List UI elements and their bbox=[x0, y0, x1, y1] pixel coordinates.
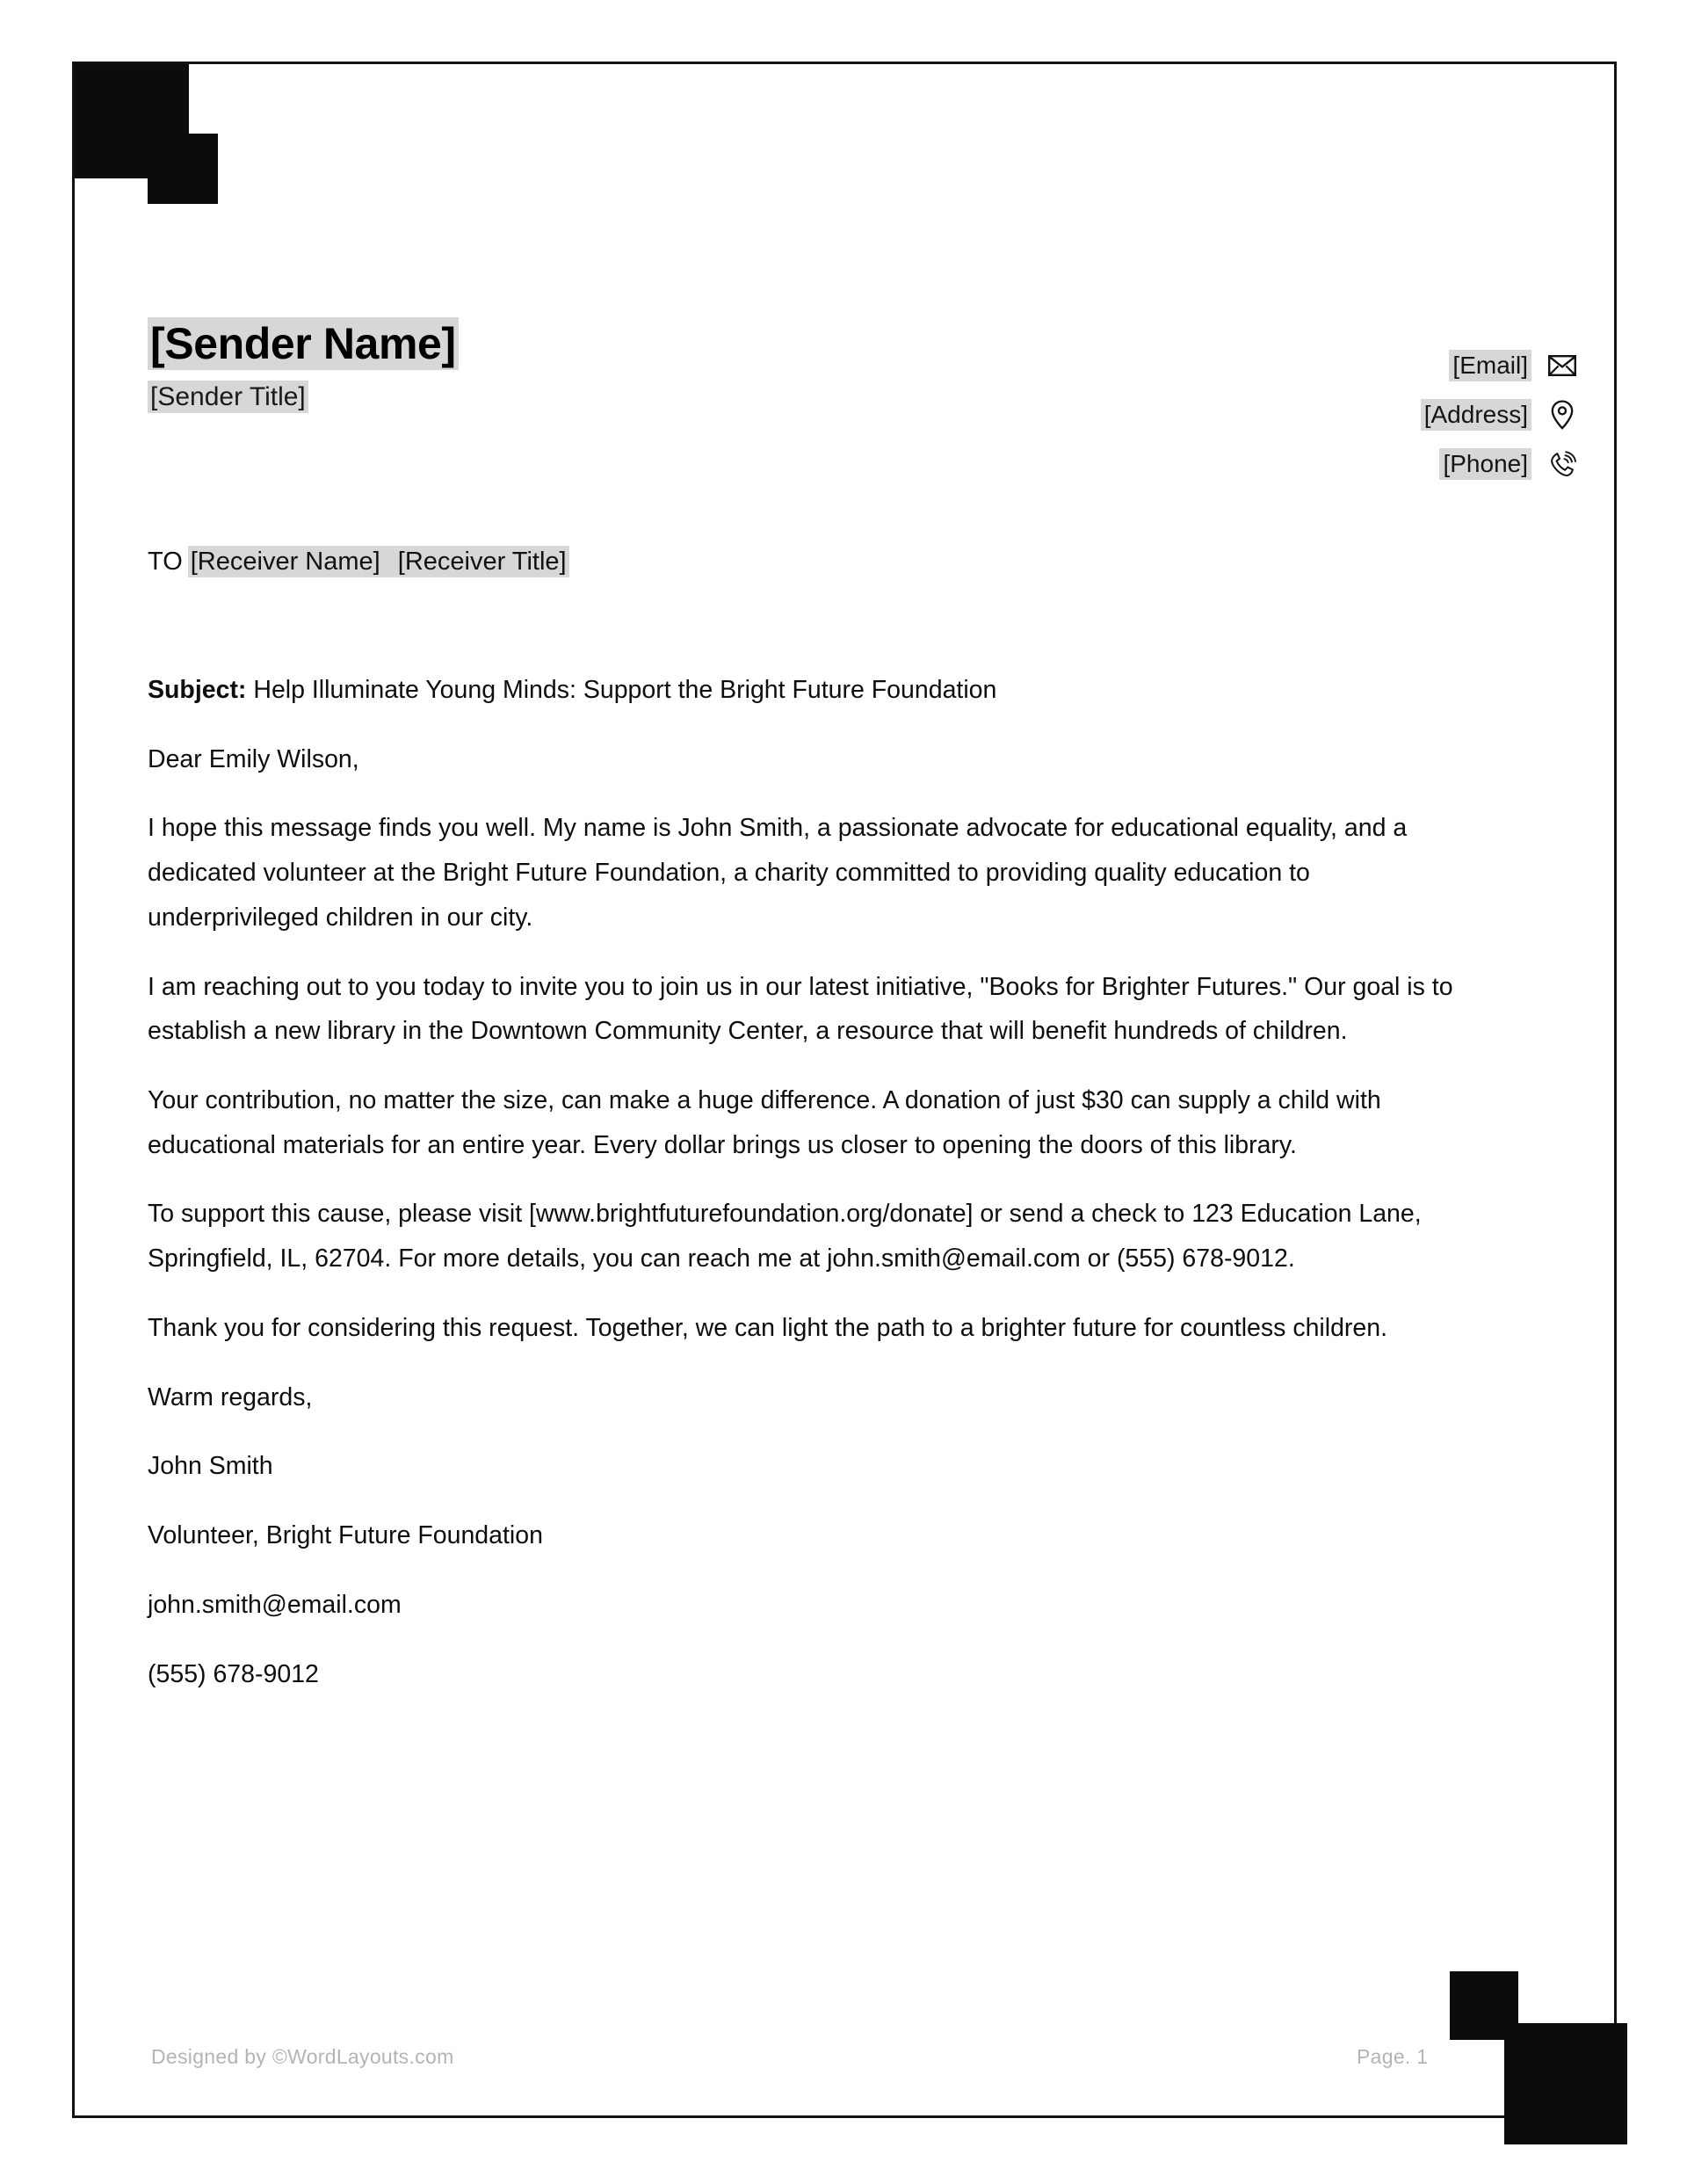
contact-row-phone bbox=[1439, 448, 1577, 480]
email-value[interactable]: [Email] bbox=[1449, 350, 1531, 381]
recipient-gap bbox=[383, 546, 395, 577]
sender-name-value[interactable]: [Sender Name] bbox=[148, 317, 459, 370]
body-paragraph: I hope this message finds you well. My name is John Smith, a passionate advocate for educational equality, and a dedicated volunteer at the Bright Future Foundation, a charity committed to providing quality education to underprivileged children in our city. bbox=[148, 814, 1408, 932]
subject-text: Help Illuminate Young Minds: Support the Bright Future Foundation bbox=[253, 676, 997, 704]
signature-phone: (555) 678-9012 bbox=[148, 1659, 319, 1688]
footer-credit[interactable]: Designed by ©WordLayouts.com bbox=[151, 2045, 454, 2068]
contact-row-email bbox=[1449, 350, 1577, 381]
subject-label: Subject: bbox=[148, 676, 247, 704]
contact-block bbox=[1421, 350, 1577, 480]
body-paragraph: Your contribution, no matter the size, can make a huge difference. A donation of just $30 can supply a child with educational materials for an entire year. Every dollar brings us closer to opening the doors of this library. bbox=[148, 1086, 1381, 1159]
contact-row-address bbox=[1421, 399, 1577, 431]
sender-title bbox=[148, 381, 459, 413]
envelope-icon bbox=[1547, 351, 1577, 381]
salutation: Dear Emily Wilson, bbox=[148, 744, 359, 773]
subject-line bbox=[148, 668, 1466, 713]
corner-decoration-top-left-small bbox=[148, 134, 218, 204]
signature-closing: Warm regards, bbox=[148, 1382, 313, 1411]
receiver-name-value[interactable]: [Receiver Name] bbox=[188, 546, 383, 577]
phone-ringing-icon bbox=[1547, 449, 1577, 479]
sender-name bbox=[148, 318, 459, 370]
to-label: TO bbox=[148, 548, 183, 576]
phone-value[interactable]: [Phone] bbox=[1439, 448, 1531, 480]
recipient-line bbox=[148, 548, 569, 577]
address-value[interactable]: [Address] bbox=[1421, 399, 1531, 431]
location-pin-icon bbox=[1547, 400, 1577, 430]
body-paragraph: I am reaching out to you today to invite you to join us in our latest initiative, "Books for Brighter Futures." Our goal is to establish a new library in the Downtown Community Center, a resource that will benefit hundreds of children. bbox=[148, 972, 1453, 1046]
sender-block bbox=[148, 318, 459, 413]
body-paragraph: To support this cause, please visit [www.brightfuturefoundation.org/donate] or send a check to 123 Education Lane, Springfield, IL, 62704. For more details, you can reach me at john.smith@email.com or (555) 678-9012. bbox=[148, 1200, 1422, 1273]
signature-email: john.smith@email.com bbox=[148, 1590, 402, 1619]
footer-page-number: Page. 1 bbox=[1357, 2045, 1429, 2068]
receiver-title-value[interactable]: [Receiver Title] bbox=[395, 546, 569, 577]
signature-role: Volunteer, Bright Future Foundation bbox=[148, 1521, 543, 1550]
signature-name: John Smith bbox=[148, 1452, 273, 1481]
sender-title-value[interactable]: [Sender Title] bbox=[148, 381, 308, 413]
body-paragraph: Thank you for considering this request. Together, we can light the path to a brighter future for countless children. bbox=[148, 1313, 1388, 1342]
letter-body bbox=[148, 668, 1466, 1696]
corner-decoration-bottom-right-large bbox=[1504, 2023, 1627, 2144]
